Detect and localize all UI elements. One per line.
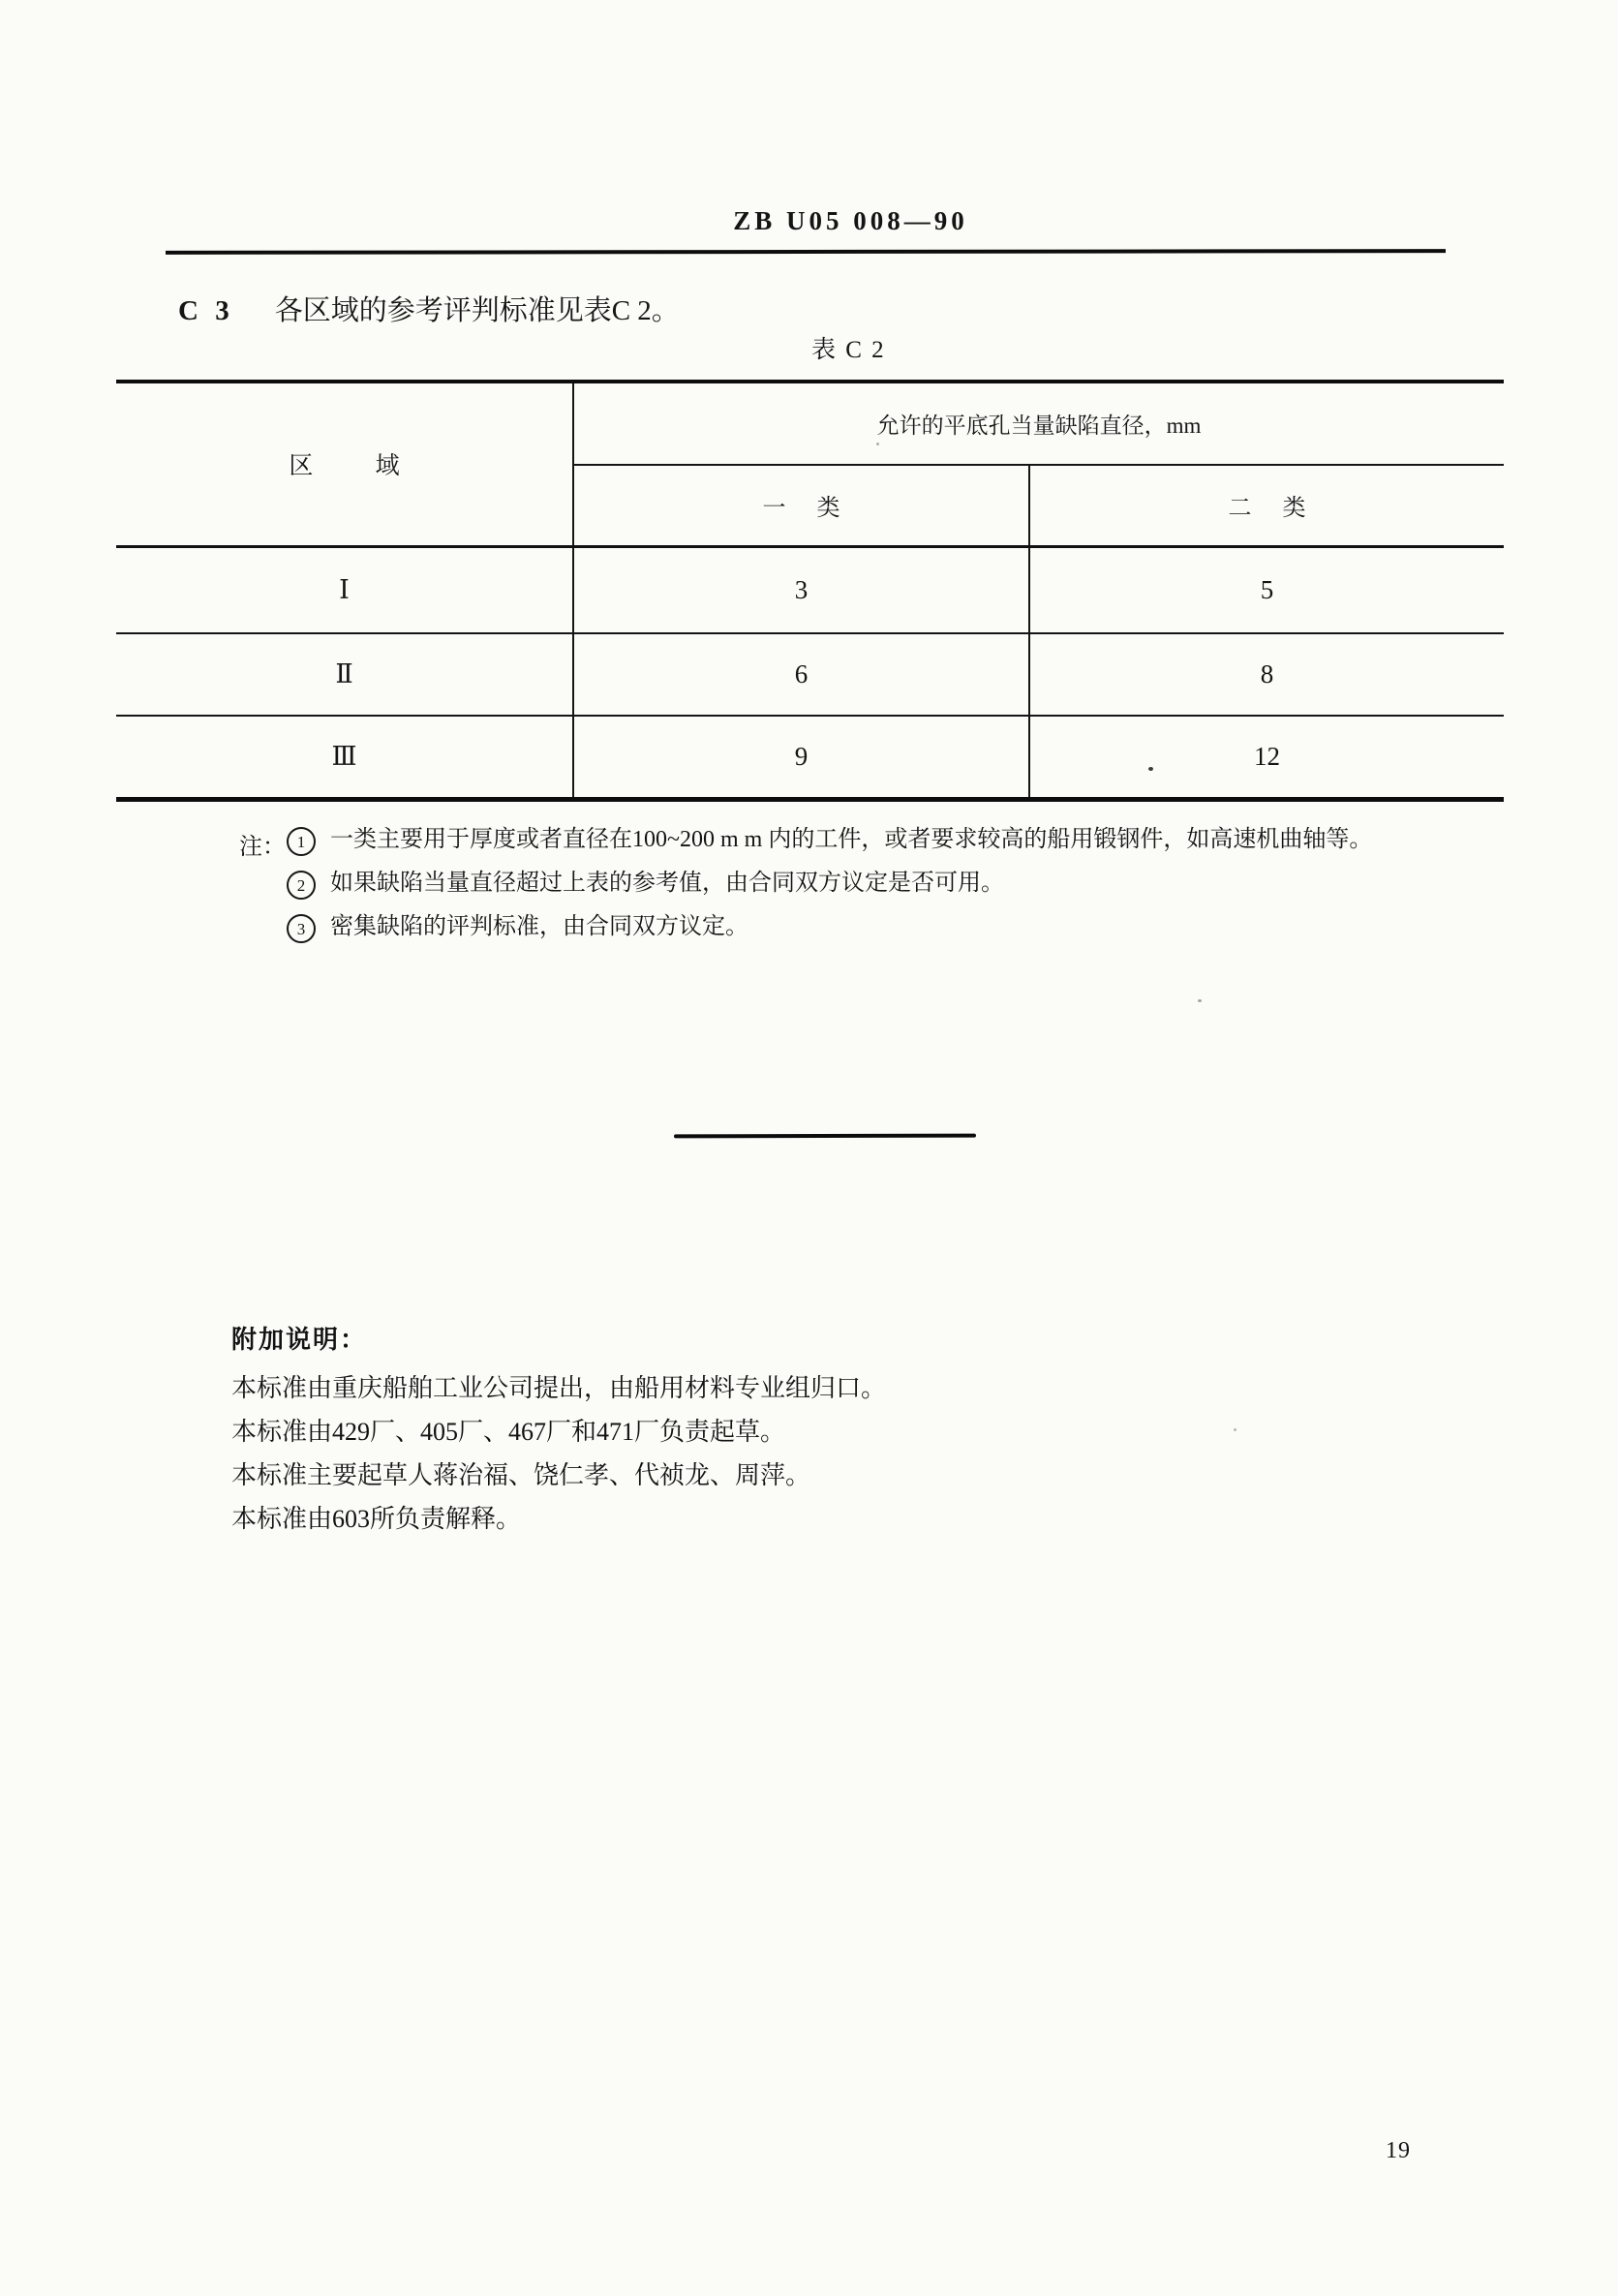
- table-header-row-1: [116, 382, 1504, 465]
- scan-speck: [1148, 767, 1153, 771]
- addendum-line: 本标准由429厂、405厂、467厂和471厂负责起草。: [231, 1418, 786, 1446]
- table-row: [116, 633, 1504, 716]
- section-c3: [178, 289, 680, 328]
- table-row: [116, 546, 1504, 633]
- column-header-region: 区 域: [116, 382, 573, 546]
- circled-number-icon: 3: [287, 914, 316, 943]
- addendum-title: 附加说明：: [231, 1326, 368, 1354]
- column-header-class1: 一 类: [573, 465, 1029, 546]
- column-header-class2: 二 类: [1029, 465, 1504, 546]
- circled-number-icon: 2: [287, 871, 316, 900]
- note-text: 一类主要用于厚度或者直径在100~200 m m 内的工件，或者要求较高的船用锻钢件，如高速机曲轴等。: [330, 827, 1373, 852]
- section-number: C 3: [178, 295, 234, 326]
- scan-speck: [1198, 999, 1202, 1002]
- cell-region: Ⅲ: [116, 716, 573, 799]
- table-caption: 表 C 2: [811, 337, 886, 363]
- addendum-line: 本标准主要起草人蒋治福、饶仁孝、代祯龙、周萍。: [231, 1461, 811, 1489]
- scan-speck: [1234, 1428, 1236, 1431]
- cell-class1: 6: [573, 633, 1029, 716]
- standard-code: ZB U05 008—90: [733, 206, 968, 235]
- table-notes: [239, 825, 1537, 956]
- cell-class2: 12: [1254, 741, 1280, 771]
- cell-class1: 9: [573, 716, 1029, 799]
- scan-speck: [876, 443, 879, 445]
- table-row: [116, 716, 1504, 799]
- note-item: [287, 825, 1537, 856]
- end-of-section-divider: [674, 1134, 976, 1139]
- note-text: 密集缺陷的评判标准，由合同双方议定。: [330, 914, 748, 939]
- cell-class1: 3: [573, 546, 1029, 633]
- section-text: 各区域的参考评判标准见表C 2。: [274, 295, 680, 326]
- page-number: 19: [1386, 2138, 1411, 2163]
- addendum-line: 本标准由重庆船舶工业公司提出，由船用材料专业组归口。: [231, 1374, 887, 1402]
- cell-region: Ⅱ: [116, 633, 573, 716]
- cell-class2: 8: [1029, 633, 1504, 716]
- cell-class2: 5: [1029, 546, 1504, 633]
- column-header-span: 允许的平底孔当量缺陷直径，mm: [573, 382, 1504, 465]
- note-text: 如果缺陷当量直径超过上表的参考值，由合同双方议定是否可用。: [330, 871, 1004, 896]
- note-item: [287, 869, 1537, 900]
- addendum-block: [231, 1324, 886, 1541]
- addendum-line: 本标准由603所负责解释。: [231, 1505, 522, 1533]
- header-rule: [166, 249, 1446, 255]
- defect-criteria-table: [116, 380, 1504, 802]
- notes-label: 注：: [239, 835, 286, 860]
- circled-number-icon: 1: [287, 827, 316, 856]
- note-item: [287, 912, 1537, 943]
- cell-region: Ⅰ: [116, 546, 573, 633]
